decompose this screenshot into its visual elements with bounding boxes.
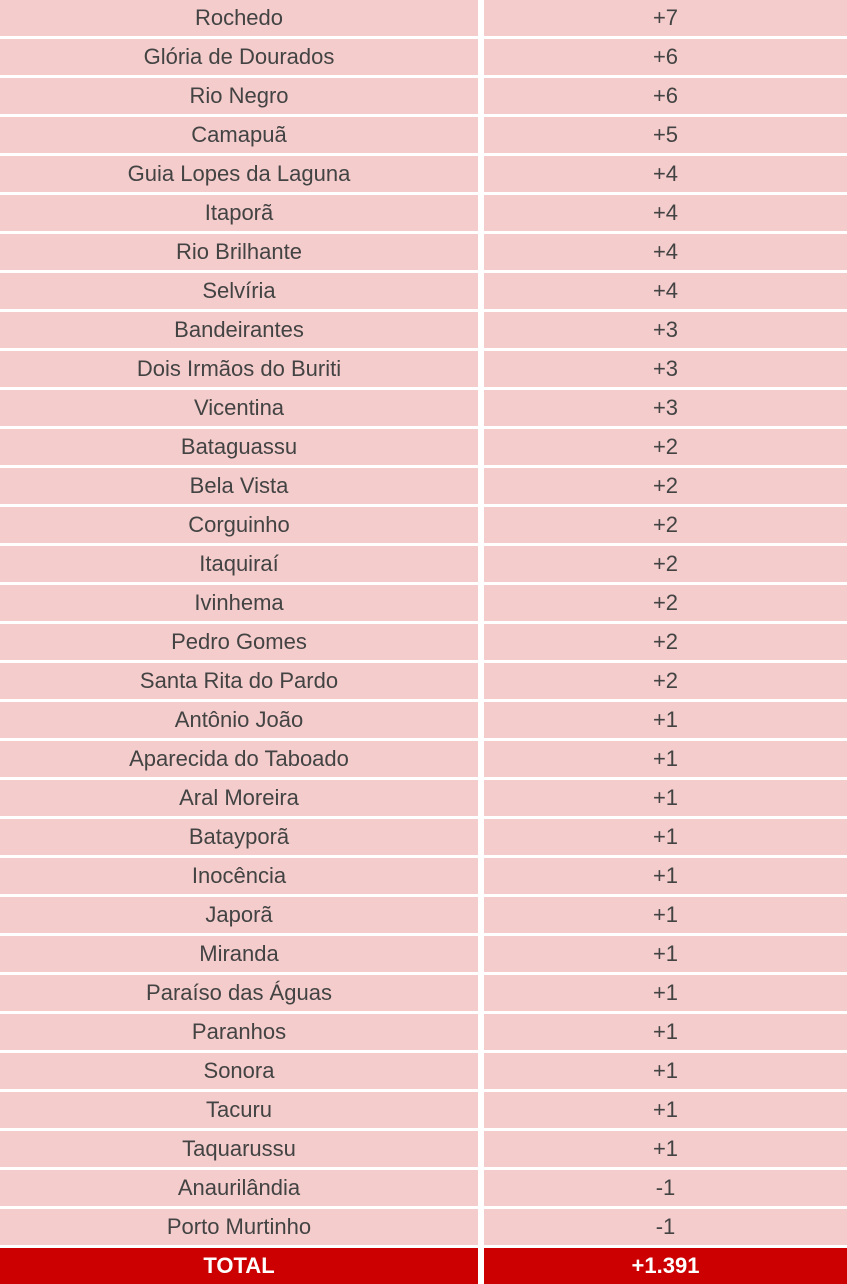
municipality-cell: Dois Irmãos do Buriti: [0, 350, 481, 389]
value-cell: +1: [481, 896, 847, 935]
municipality-cell: Bataguassu: [0, 428, 481, 467]
municipality-cell: Glória de Dourados: [0, 38, 481, 77]
table-row: [0, 1208, 847, 1247]
municipality-cell: Bandeirantes: [0, 311, 481, 350]
municipality-cell: Inocência: [0, 857, 481, 896]
table-row: [0, 311, 847, 350]
municipality-cell: Miranda: [0, 935, 481, 974]
value-cell: +5: [481, 116, 847, 155]
value-cell: +2: [481, 506, 847, 545]
table-row: [0, 116, 847, 155]
table-row: [0, 38, 847, 77]
value-cell: +1: [481, 857, 847, 896]
municipality-cell: Corguinho: [0, 506, 481, 545]
municipality-cell: Vicentina: [0, 389, 481, 428]
table-row: [0, 389, 847, 428]
municipality-cell: Taquarussu: [0, 1130, 481, 1169]
municipality-cell: Camapuã: [0, 116, 481, 155]
municipality-cell: Rochedo: [0, 0, 481, 38]
value-cell: +6: [481, 38, 847, 77]
value-cell: +1: [481, 779, 847, 818]
municipality-cell: Anaurilândia: [0, 1169, 481, 1208]
municipality-cell: Ivinhema: [0, 584, 481, 623]
table-row: [0, 935, 847, 974]
value-cell: -1: [481, 1169, 847, 1208]
value-cell: +1: [481, 818, 847, 857]
table-row: [0, 1013, 847, 1052]
municipality-cell: Santa Rita do Pardo: [0, 662, 481, 701]
table-row: [0, 1130, 847, 1169]
municipality-cell: Rio Negro: [0, 77, 481, 116]
total-label: TOTAL: [0, 1247, 481, 1284]
value-cell: +4: [481, 272, 847, 311]
table-row: [0, 818, 847, 857]
value-cell: +1: [481, 974, 847, 1013]
table-row: [0, 701, 847, 740]
value-cell: +1: [481, 1052, 847, 1091]
municipality-cell: Itaquiraí: [0, 545, 481, 584]
table-row: [0, 350, 847, 389]
municipality-cell: Rio Brilhante: [0, 233, 481, 272]
value-cell: +3: [481, 350, 847, 389]
value-cell: +2: [481, 584, 847, 623]
table-row: [0, 1052, 847, 1091]
value-cell: +1: [481, 740, 847, 779]
value-cell: +3: [481, 389, 847, 428]
value-cell: +2: [481, 428, 847, 467]
table-row: [0, 194, 847, 233]
municipality-cell: Aral Moreira: [0, 779, 481, 818]
table-row: [0, 233, 847, 272]
table-row: [0, 467, 847, 506]
table-row: [0, 272, 847, 311]
municipality-cell: Selvíria: [0, 272, 481, 311]
municipality-cell: Itaporã: [0, 194, 481, 233]
municipality-cell: Pedro Gomes: [0, 623, 481, 662]
table-row: [0, 155, 847, 194]
municipality-cell: Antônio João: [0, 701, 481, 740]
value-cell: +6: [481, 77, 847, 116]
municipality-cell: Paranhos: [0, 1013, 481, 1052]
municipality-cell: Paraíso das Águas: [0, 974, 481, 1013]
table-row: [0, 1091, 847, 1130]
value-cell: -1: [481, 1208, 847, 1247]
municipality-cell: Guia Lopes da Laguna: [0, 155, 481, 194]
table-row: [0, 77, 847, 116]
municipality-cell: Porto Murtinho: [0, 1208, 481, 1247]
table-row: [0, 779, 847, 818]
table-row: [0, 545, 847, 584]
table-row: [0, 584, 847, 623]
value-cell: +4: [481, 155, 847, 194]
value-cell: +2: [481, 623, 847, 662]
value-cell: +3: [481, 311, 847, 350]
value-cell: +1: [481, 935, 847, 974]
value-cell: +1: [481, 1013, 847, 1052]
value-cell: +4: [481, 233, 847, 272]
municipality-cell: Batayporã: [0, 818, 481, 857]
total-row: [0, 1247, 847, 1284]
table-row: [0, 0, 847, 38]
table-row: [0, 740, 847, 779]
value-cell: +4: [481, 194, 847, 233]
table-row: [0, 623, 847, 662]
table-row: [0, 857, 847, 896]
total-value: +1.391: [481, 1247, 847, 1284]
value-cell: +2: [481, 662, 847, 701]
table-row: [0, 1169, 847, 1208]
municipality-cell: Bela Vista: [0, 467, 481, 506]
value-cell: +2: [481, 545, 847, 584]
value-cell: +7: [481, 0, 847, 38]
municipality-cell: Sonora: [0, 1052, 481, 1091]
municipality-cell: Tacuru: [0, 1091, 481, 1130]
table-row: [0, 428, 847, 467]
value-cell: +1: [481, 1130, 847, 1169]
table-row: [0, 662, 847, 701]
municipality-cell: Aparecida do Taboado: [0, 740, 481, 779]
value-cell: +1: [481, 701, 847, 740]
value-cell: +1: [481, 1091, 847, 1130]
table-row: [0, 506, 847, 545]
table-row: [0, 896, 847, 935]
table-row: [0, 974, 847, 1013]
value-cell: +2: [481, 467, 847, 506]
municipality-cell: Japorã: [0, 896, 481, 935]
